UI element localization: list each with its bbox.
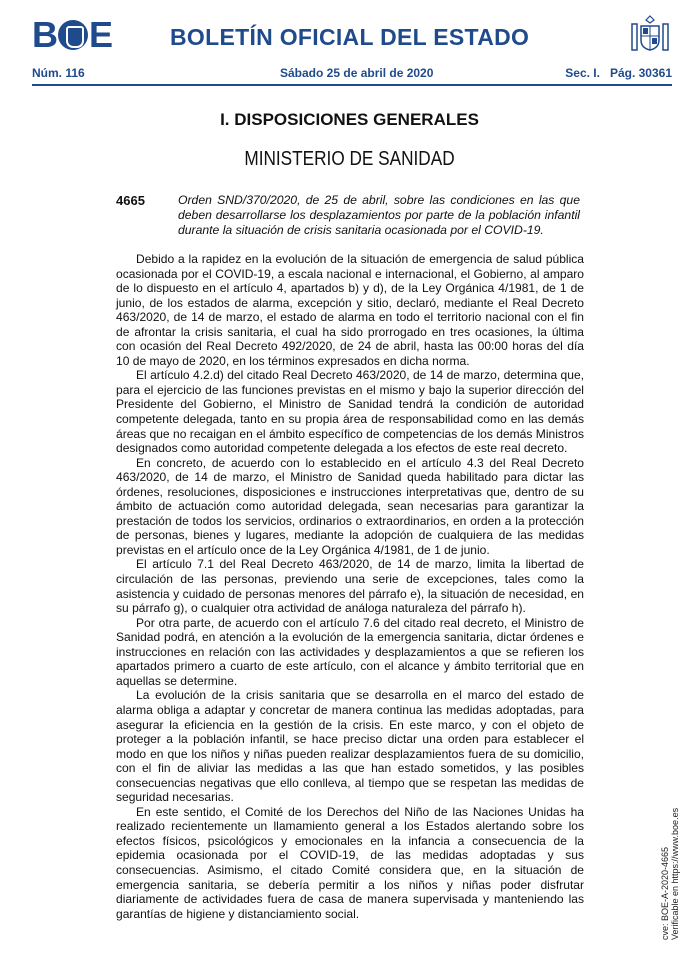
ministry-title: MINISTERIO DE SANIDAD	[244, 148, 455, 170]
body-paragraph: En concreto, de acuerdo con lo establecido en el artículo 4.3 del Real Decreto 463/2020, de 14 de marzo, el Ministro de Sanidad queda habilitado para dictar las órdenes, resoluciones, disposiciones e instrucciones interpretativas que, dentro de su ámbito de actuación como autoridad delegada, sean necesarias para garantizar la prestación de todos los servicios, ordinarios o extraordinarios, en orden a la protección de personas, bienes y lugares, mediante la adopción de cualquiera de las medidas previstas en el artículo once de la Ley Orgánica 4/1981, de 1 de junio.	[116, 455, 584, 557]
verification-link[interactable]: Verificable en https://www.boe.es	[670, 807, 680, 940]
header-divider	[32, 84, 672, 86]
body-paragraph: El artículo 4.2.d) del citado Real Decreto 463/2020, de 14 de marzo, determina que, para el ejercicio de las funciones previstas en el mismo y bajo la superior dirección del Presidente del Gobierno, el Ministro de Sanidad tendrá la condición de autoridad competente delegada, tanto en su propia área de responsabilidad como en las demás áreas que no recaigan en el ámbito específico de competencias de los demás Ministros designados como autoridad competente delegada a los efectos de este real decreto.	[116, 368, 584, 456]
issue-number: Núm. 116	[32, 66, 85, 80]
issue-date: Sábado 25 de abril de 2020	[280, 66, 434, 80]
boe-logo: B E	[32, 14, 113, 55]
body-paragraph: En este sentido, el Comité de los Derechos del Niño de las Naciones Unidas ha realizado recientemente un llamamiento general a los Estados alertando sobre los efectos físicos, psicológicos y emocionales en la infancia a consecuencia de la epidemia ocasionada por el COVID-19, de las medidas adoptadas y sus consecuencias. Asimismo, el citado Comité considera que, en la situación de emergencia sanitaria, se debería permitir a los niños y niñas poder disfrutar diariamente de actividades fuera de casa de manera supervisada y manteniendo las garantías de higiene y distanciamiento social.	[116, 804, 584, 921]
spanish-coat-of-arms-icon	[630, 14, 670, 56]
issue-meta-bar	[32, 66, 672, 84]
page-header	[32, 14, 672, 54]
document-summary: Orden SND/370/2020, de 25 de abril, sobre las condiciones en las que deben desarrollarse los desplazamientos por parte de la población infantil durante la situación de crisis sanitaria ocasionada por el COVID-19.	[178, 193, 580, 237]
boe-logo-emblem-icon	[58, 20, 88, 50]
body-paragraph: La evolución de la crisis sanitaria que se desarrolla en el marco del estado de alarma obliga a adaptar y concretar de manera continua las medidas adoptadas, para asegurar la eficiencia en la gestión de la crisis. En este marco, y con el objeto de proteger a la población infantil, se hace preciso dictar una orden para establecer el modo en que los niños y niñas pueden realizar desplazamientos fuera de su domicilio, con el fin de aliviar las medidas a las que han estado sometidos, y las posibles consecuencias negativas que ello conlleva, al tiempo que se respetan las medidas de seguridad necesarias.	[116, 688, 584, 805]
document-body	[116, 252, 584, 921]
body-paragraph: Por otra parte, de acuerdo con el artículo 7.6 del citado real decreto, el Ministro de Sanidad podrá, en atención a la evolución de la emergencia sanitaria, dictar órdenes e instrucciones en relación con las actividades y desplazamientos a que se refieren los apartados primero a cuarto de este artículo, con el alcance y ámbito territorial que en aquellas se determine.	[116, 615, 584, 688]
gazette-title: BOLETÍN OFICIAL DEL ESTADO	[170, 24, 530, 50]
section-title: I. DISPOSICIONES GENERALES	[220, 110, 479, 129]
body-paragraph: El artículo 7.1 del Real Decreto 463/2020, de 14 de marzo, limita la libertad de circulación de las personas, previendo una serie de excepciones, tales como la asistencia y cuidado de personas menores del párrafo e), la situación de necesidad, en su párrafo g), o cualquier otra actividad de análoga naturaleza del párrafo h).	[116, 557, 584, 616]
body-paragraph: Debido a la rapidez en la evolución de la situación de emergencia de salud pública ocasionada por el COVID-19, a escala nacional e internacional, el Gobierno, al amparo de lo dispuesto en el artículo 4, apartados b) y d), de la Ley Orgánica 4/1981, de 1 de junio, de los estados de alarma, excepción y sitio, declaró, mediante el Real Decreto 463/2020, de 14 de marzo, el estado de alarma en todo el territorio nacional con el fin de afrontar la crisis sanitaria, el cual ha sido prorrogado en tres ocasiones, la última con ocasión del Real Decreto 492/2020, de 24 de abril, hasta las 00:00 horas del día 10 de mayo de 2020, en los términos expresados en dicha norma.	[116, 252, 584, 368]
document-number: 4665	[116, 193, 145, 208]
section-page: Sec. I. Pág. 30361	[565, 66, 672, 80]
verification-note	[660, 770, 680, 940]
cve-code: cve: BOE-A-2020-4665	[660, 846, 670, 940]
